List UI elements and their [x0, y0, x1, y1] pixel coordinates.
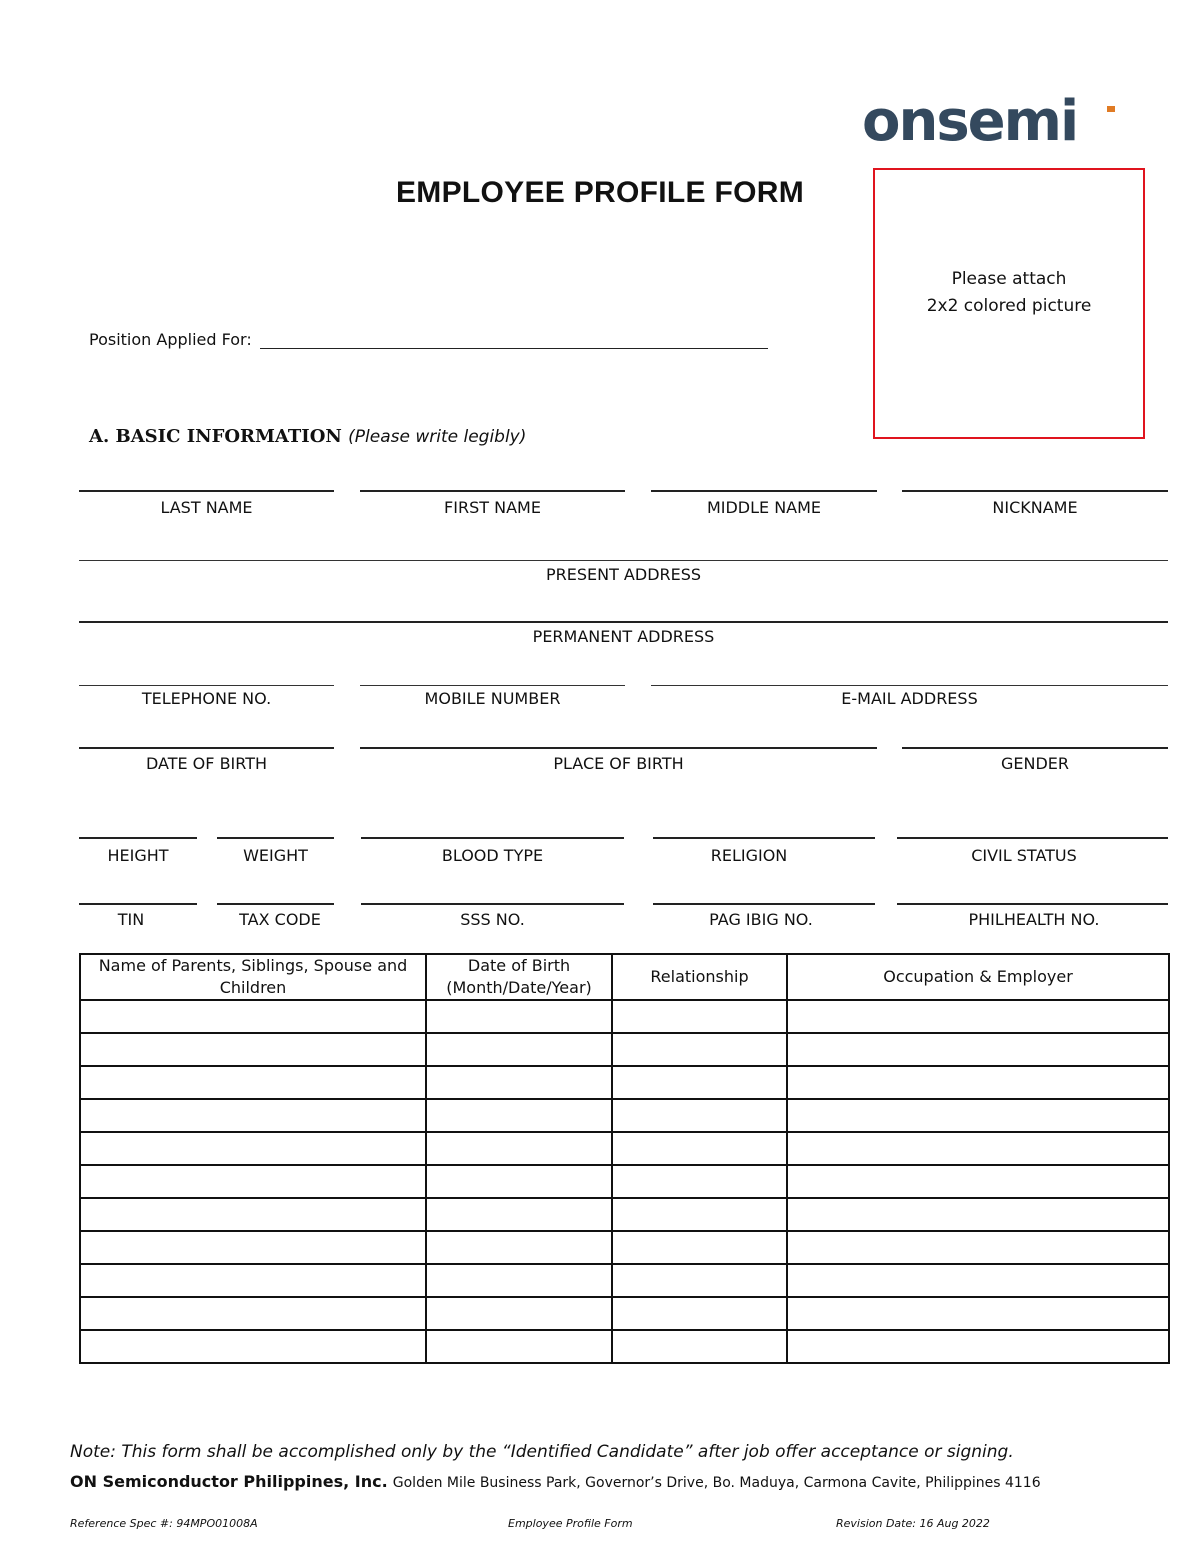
row-occupation-cell[interactable]	[787, 1033, 1169, 1066]
row-name-cell[interactable]	[80, 1066, 426, 1099]
table-row	[80, 1264, 1169, 1297]
gender-label: GENDER	[1000, 754, 1070, 773]
dob-label: DATE OF BIRTH	[145, 754, 268, 773]
row-relationship-cell[interactable]	[612, 1066, 787, 1099]
row-name-cell[interactable]	[80, 1099, 426, 1132]
pagibig-field[interactable]	[653, 903, 875, 905]
blood-type-label: BLOOD TYPE	[441, 846, 544, 865]
position-applied-label: Position Applied For:	[89, 330, 252, 349]
telephone-field[interactable]	[79, 685, 334, 686]
nickname-field[interactable]	[902, 490, 1168, 492]
table-row	[80, 1033, 1169, 1066]
present-address-label: PRESENT ADDRESS	[545, 565, 702, 584]
row-name-cell[interactable]	[80, 1264, 426, 1297]
permanent-address-field[interactable]	[79, 621, 1168, 623]
sss-label: SSS NO.	[460, 910, 525, 929]
weight-field[interactable]	[217, 837, 334, 839]
row-name-cell[interactable]	[80, 1330, 426, 1363]
blood-type-field[interactable]	[361, 837, 624, 839]
table-header-row	[80, 954, 1169, 1000]
weight-label: WEIGHT	[243, 846, 308, 865]
company-name: ON Semiconductor Philippines, Inc.	[70, 1472, 388, 1491]
header-relationship: Relationship	[612, 954, 787, 1000]
row-relationship-cell[interactable]	[612, 1231, 787, 1264]
row-dob-cell[interactable]	[426, 1330, 612, 1363]
row-occupation-cell[interactable]	[787, 1297, 1169, 1330]
row-name-cell[interactable]	[80, 1000, 426, 1033]
religion-field[interactable]	[653, 837, 875, 839]
section-heading	[89, 426, 526, 447]
photo-line-1: Please attach	[951, 269, 1067, 289]
table-row	[80, 1066, 1169, 1099]
photo-instructions	[875, 266, 1143, 320]
mobile-field[interactable]	[360, 685, 625, 686]
section-note: (Please write legibly)	[348, 427, 527, 447]
row-relationship-cell[interactable]	[612, 1132, 787, 1165]
religion-label: RELIGION	[710, 846, 788, 865]
permanent-address-label: PERMANENT ADDRESS	[532, 627, 715, 646]
row-name-cell[interactable]	[80, 1297, 426, 1330]
section-title: A. BASIC INFORMATION	[89, 426, 342, 447]
row-occupation-cell[interactable]	[787, 1066, 1169, 1099]
family-table	[79, 953, 1170, 1364]
tin-field[interactable]	[79, 903, 197, 905]
logo-text: onsemi	[862, 92, 1078, 152]
document-name: Employee Profile Form	[508, 1517, 633, 1530]
row-relationship-cell[interactable]	[612, 1198, 787, 1231]
row-name-cell[interactable]	[80, 1165, 426, 1198]
mobile-label: MOBILE NUMBER	[424, 689, 561, 708]
row-relationship-cell[interactable]	[612, 1165, 787, 1198]
row-dob-cell[interactable]	[426, 1231, 612, 1264]
table-row	[80, 1231, 1169, 1264]
photo-attach-box[interactable]	[873, 168, 1145, 439]
position-applied-field[interactable]	[260, 348, 768, 349]
logo-accent-mark	[1107, 106, 1115, 112]
pagibig-label: PAG IBIG NO.	[709, 910, 813, 929]
height-field[interactable]	[79, 837, 197, 839]
onsemi-logo	[862, 92, 1122, 152]
row-name-cell[interactable]	[80, 1198, 426, 1231]
row-dob-cell[interactable]	[426, 1297, 612, 1330]
company-line	[70, 1472, 1041, 1491]
row-occupation-cell[interactable]	[787, 1000, 1169, 1033]
footer-note: Note: This form shall be accomplished only by the “Identified Candidate” after job offer acceptance or signing.	[70, 1442, 1014, 1462]
company-address: Golden Mile Business Park, Governor’s Drive, Bo. Maduya, Carmona Cavite, Philippines 4116	[392, 1475, 1041, 1491]
middle-name-field[interactable]	[651, 490, 877, 492]
row-occupation-cell[interactable]	[787, 1099, 1169, 1132]
row-name-cell[interactable]	[80, 1231, 426, 1264]
row-relationship-cell[interactable]	[612, 1000, 787, 1033]
tin-label: TIN	[117, 910, 145, 929]
first-name-label: FIRST NAME	[444, 498, 541, 517]
row-relationship-cell[interactable]	[612, 1297, 787, 1330]
present-address-field[interactable]	[79, 560, 1168, 561]
gender-field[interactable]	[902, 747, 1168, 749]
pob-label: PLACE OF BIRTH	[553, 754, 684, 773]
row-occupation-cell[interactable]	[787, 1264, 1169, 1297]
civil-status-field[interactable]	[897, 837, 1168, 839]
row-dob-cell[interactable]	[426, 1198, 612, 1231]
email-field[interactable]	[651, 685, 1168, 686]
nickname-label: NICKNAME	[992, 498, 1078, 517]
row-relationship-cell[interactable]	[612, 1264, 787, 1297]
reference-spec: Reference Spec #: 94MPO01008A	[70, 1517, 258, 1530]
last-name-field[interactable]	[79, 490, 334, 492]
row-dob-cell[interactable]	[426, 1132, 612, 1165]
row-occupation-cell[interactable]	[787, 1231, 1169, 1264]
table-row	[80, 1165, 1169, 1198]
page-title: EMPLOYEE PROFILE FORM	[396, 176, 804, 209]
row-dob-cell[interactable]	[426, 1033, 612, 1066]
first-name-field[interactable]	[360, 490, 625, 492]
philhealth-label: PHILHEALTH NO.	[968, 910, 1100, 929]
height-label: HEIGHT	[107, 846, 169, 865]
table-row	[80, 1099, 1169, 1132]
row-dob-cell[interactable]	[426, 1264, 612, 1297]
row-dob-cell[interactable]	[426, 1066, 612, 1099]
row-occupation-cell[interactable]	[787, 1165, 1169, 1198]
table-row	[80, 1330, 1169, 1363]
row-relationship-cell[interactable]	[612, 1099, 787, 1132]
header-name: Name of Parents, Siblings, Spouse and Children	[80, 954, 426, 1000]
telephone-label: TELEPHONE NO.	[141, 689, 272, 708]
header-date-of-birth: Date of Birth (Month/Date/Year)	[426, 954, 612, 1000]
dob-field[interactable]	[79, 747, 334, 749]
pob-field[interactable]	[360, 747, 877, 749]
row-occupation-cell[interactable]	[787, 1330, 1169, 1363]
tax-code-label: TAX CODE	[239, 910, 321, 929]
table-row	[80, 1132, 1169, 1165]
row-name-cell[interactable]	[80, 1132, 426, 1165]
photo-line-2: 2x2 colored picture	[926, 296, 1092, 316]
revision-date: Revision Date: 16 Aug 2022	[836, 1517, 990, 1530]
table-row	[80, 1297, 1169, 1330]
table-row	[80, 1000, 1169, 1033]
email-label: E-MAIL ADDRESS	[841, 689, 978, 708]
middle-name-label: MIDDLE NAME	[706, 498, 822, 517]
civil-status-label: CIVIL STATUS	[971, 846, 1077, 865]
row-occupation-cell[interactable]	[787, 1132, 1169, 1165]
row-dob-cell[interactable]	[426, 1099, 612, 1132]
row-dob-cell[interactable]	[426, 1165, 612, 1198]
row-occupation-cell[interactable]	[787, 1198, 1169, 1231]
tax-code-field[interactable]	[217, 903, 334, 905]
table-row	[80, 1198, 1169, 1231]
row-name-cell[interactable]	[80, 1033, 426, 1066]
row-dob-cell[interactable]	[426, 1000, 612, 1033]
row-relationship-cell[interactable]	[612, 1330, 787, 1363]
philhealth-field[interactable]	[897, 903, 1168, 905]
row-relationship-cell[interactable]	[612, 1033, 787, 1066]
last-name-label: LAST NAME	[160, 498, 253, 517]
sss-field[interactable]	[361, 903, 624, 905]
header-occupation: Occupation & Employer	[787, 954, 1169, 1000]
